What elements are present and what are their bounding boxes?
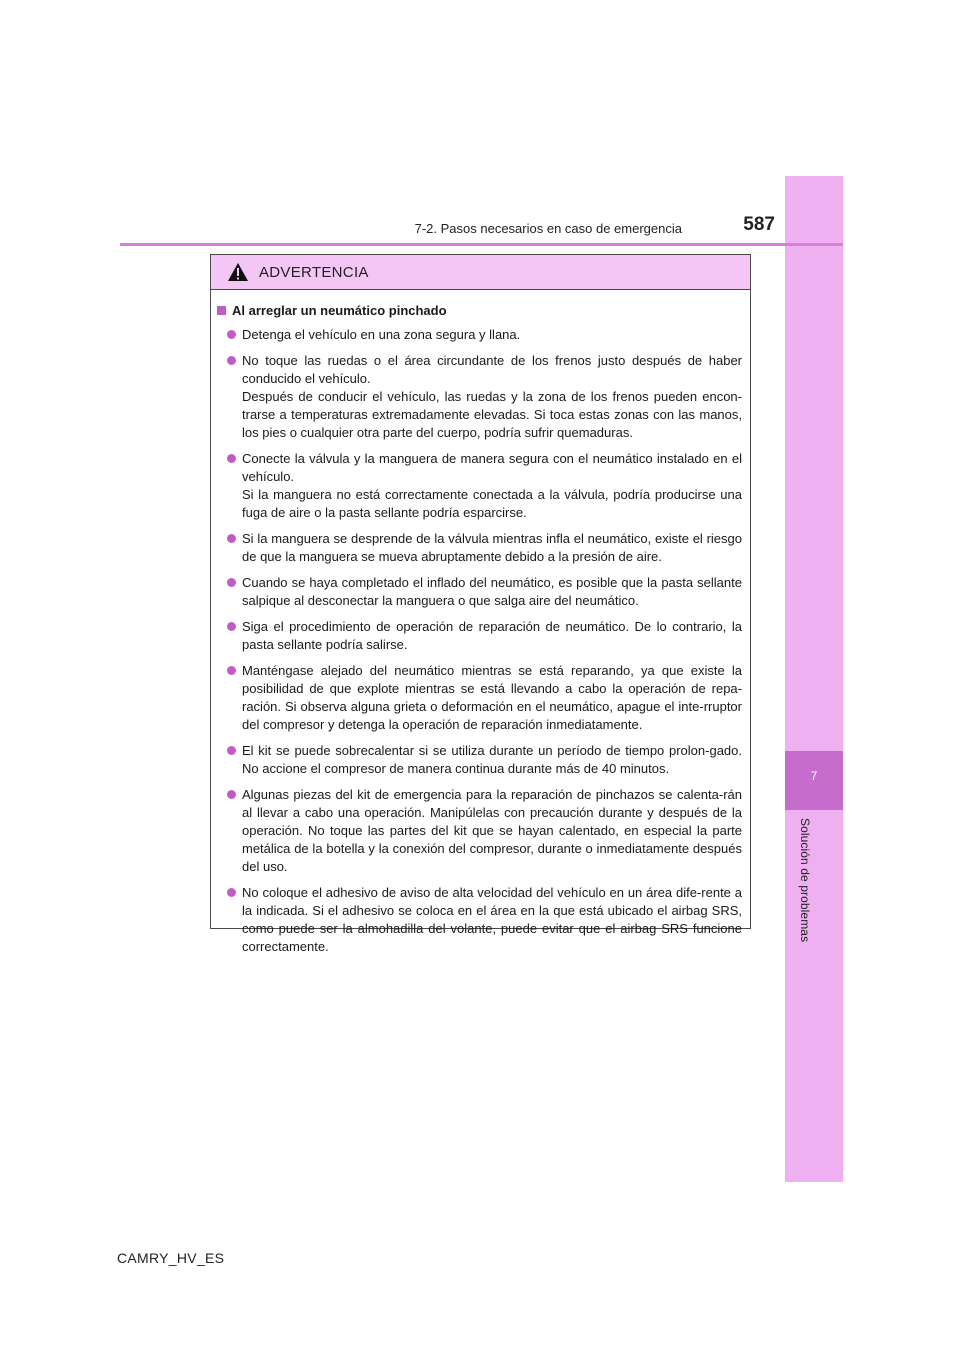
list-item-text: [242, 450, 742, 522]
list-item: [217, 618, 742, 654]
chapter-number: 7: [810, 769, 818, 783]
list-item-paragraph: Manténgase alejado del neumático mientras se está reparando, ya que existe la posibilidad de que explote mientras se está llevando a cabo la operación de repa-ración. Si observa alguna grieta o deformación en el neumático, apague el inte-rruptor del compresor y detenga la operación de reparación inmediatamente.: [242, 663, 742, 732]
list-item-paragraph: Cuando se haya completado el inflado del neumático, es posible que la pasta sellante salpique al desconectar la manguera o que salga aire del neumático.: [242, 575, 742, 608]
warning-box: [210, 254, 751, 954]
bullet-dot-icon: [227, 666, 236, 675]
list-item-paragraph: Conecte la válvula y la manguera de manera segura con el neumático instalado en el vehículo.: [242, 451, 742, 484]
list-item-text: [242, 742, 742, 778]
header-rule: [120, 243, 843, 246]
section-heading: [217, 303, 742, 318]
list-item-paragraph: Algunas piezas del kit de emergencia para la reparación de pinchazos se calenta-rán al llevar a cabo una operación. Manipúlelas con precaución durante y después de la operación. No toque las partes del kit que se hayan calentado, en especial la parte metálica de la botella y la conexión del compresor, durante o inmediatamente después del uso.: [242, 787, 742, 874]
list-item-text: [242, 884, 742, 956]
list-item-text: [242, 326, 742, 344]
bullet-dot-icon: [227, 888, 236, 897]
list-item-paragraph: Si la manguera se desprende de la válvula mientras infla el neumático, existe el riesgo de que la manguera se mueva abruptamente debido a la presión de aire.: [242, 531, 742, 564]
bullet-dot-icon: [227, 534, 236, 543]
chapter-title: Solución de problemas: [798, 818, 812, 943]
warning-body: [211, 290, 750, 956]
list-item: [217, 352, 742, 442]
list-item-text: [242, 352, 742, 442]
square-bullet-icon: [217, 306, 226, 315]
warning-list: [217, 326, 742, 956]
chapter-side-tab: [785, 176, 843, 1182]
list-item-paragraph: Siga el procedimiento de operación de reparación de neumático. De lo contrario, la pasta sellante podría salirse.: [242, 619, 742, 652]
bullet-dot-icon: [227, 622, 236, 631]
warning-header: [211, 255, 750, 290]
warning-title: ADVERTENCIA: [259, 263, 369, 281]
page-number: 587: [743, 214, 775, 235]
list-item-paragraph: El kit se puede sobrecalentar si se utiliza durante un período de tiempo prolon-gado. No accione el compresor de manera continua durante más de 40 minutos.: [242, 743, 742, 776]
list-item-text: [242, 574, 742, 610]
list-item-text: [242, 662, 742, 734]
list-item: [217, 574, 742, 610]
list-item: [217, 530, 742, 566]
list-item: [217, 450, 742, 522]
bullet-dot-icon: [227, 790, 236, 799]
list-item: [217, 662, 742, 734]
list-item-paragraph: Detenga el vehículo en una zona segura y llana.: [242, 327, 521, 342]
document-code: CAMRY_HV_ES: [117, 1250, 225, 1266]
bullet-dot-icon: [227, 356, 236, 365]
list-item-text: [242, 786, 742, 876]
list-item: [217, 742, 742, 778]
bullet-dot-icon: [227, 578, 236, 587]
list-item-paragraph: No coloque el adhesivo de aviso de alta velocidad del vehículo en un área dife-rente a la indicada. Si el adhesivo se coloca en el área en la que está ubicado el airbag SRS, como puede ser la almohadilla del volante, puede evitar que el airbag SRS funcione correctamente.: [242, 885, 742, 954]
bullet-dot-icon: [227, 454, 236, 463]
list-item-detail: Si la manguera no está correctamente conectada a la válvula, podría producirse una fuga de aire o la pasta sellante podría esparcirse.: [242, 487, 742, 520]
list-item-paragraph: No toque las ruedas o el área circundante de los frenos justo después de haber conducido el vehículo.: [242, 353, 742, 386]
bullet-dot-icon: [227, 746, 236, 755]
list-item: [217, 786, 742, 876]
bullet-dot-icon: [227, 330, 236, 339]
list-item: [217, 326, 742, 344]
list-item: [217, 884, 742, 956]
warning-triangle-icon: [227, 262, 249, 282]
section-heading-text: Al arreglar un neumático pinchado: [232, 303, 447, 318]
list-item-text: [242, 618, 742, 654]
running-header: 7-2. Pasos necesarios en caso de emergencia: [414, 221, 682, 236]
list-item-detail: Después de conducir el vehículo, las ruedas y la zona de los frenos pueden encon-trarse a temperaturas extremadamente elevadas. Si toca estas zonas con las manos, los pies o cualquier otra parte del cuerpo, podría sufrir quemaduras.: [242, 389, 742, 440]
list-item-text: [242, 530, 742, 566]
